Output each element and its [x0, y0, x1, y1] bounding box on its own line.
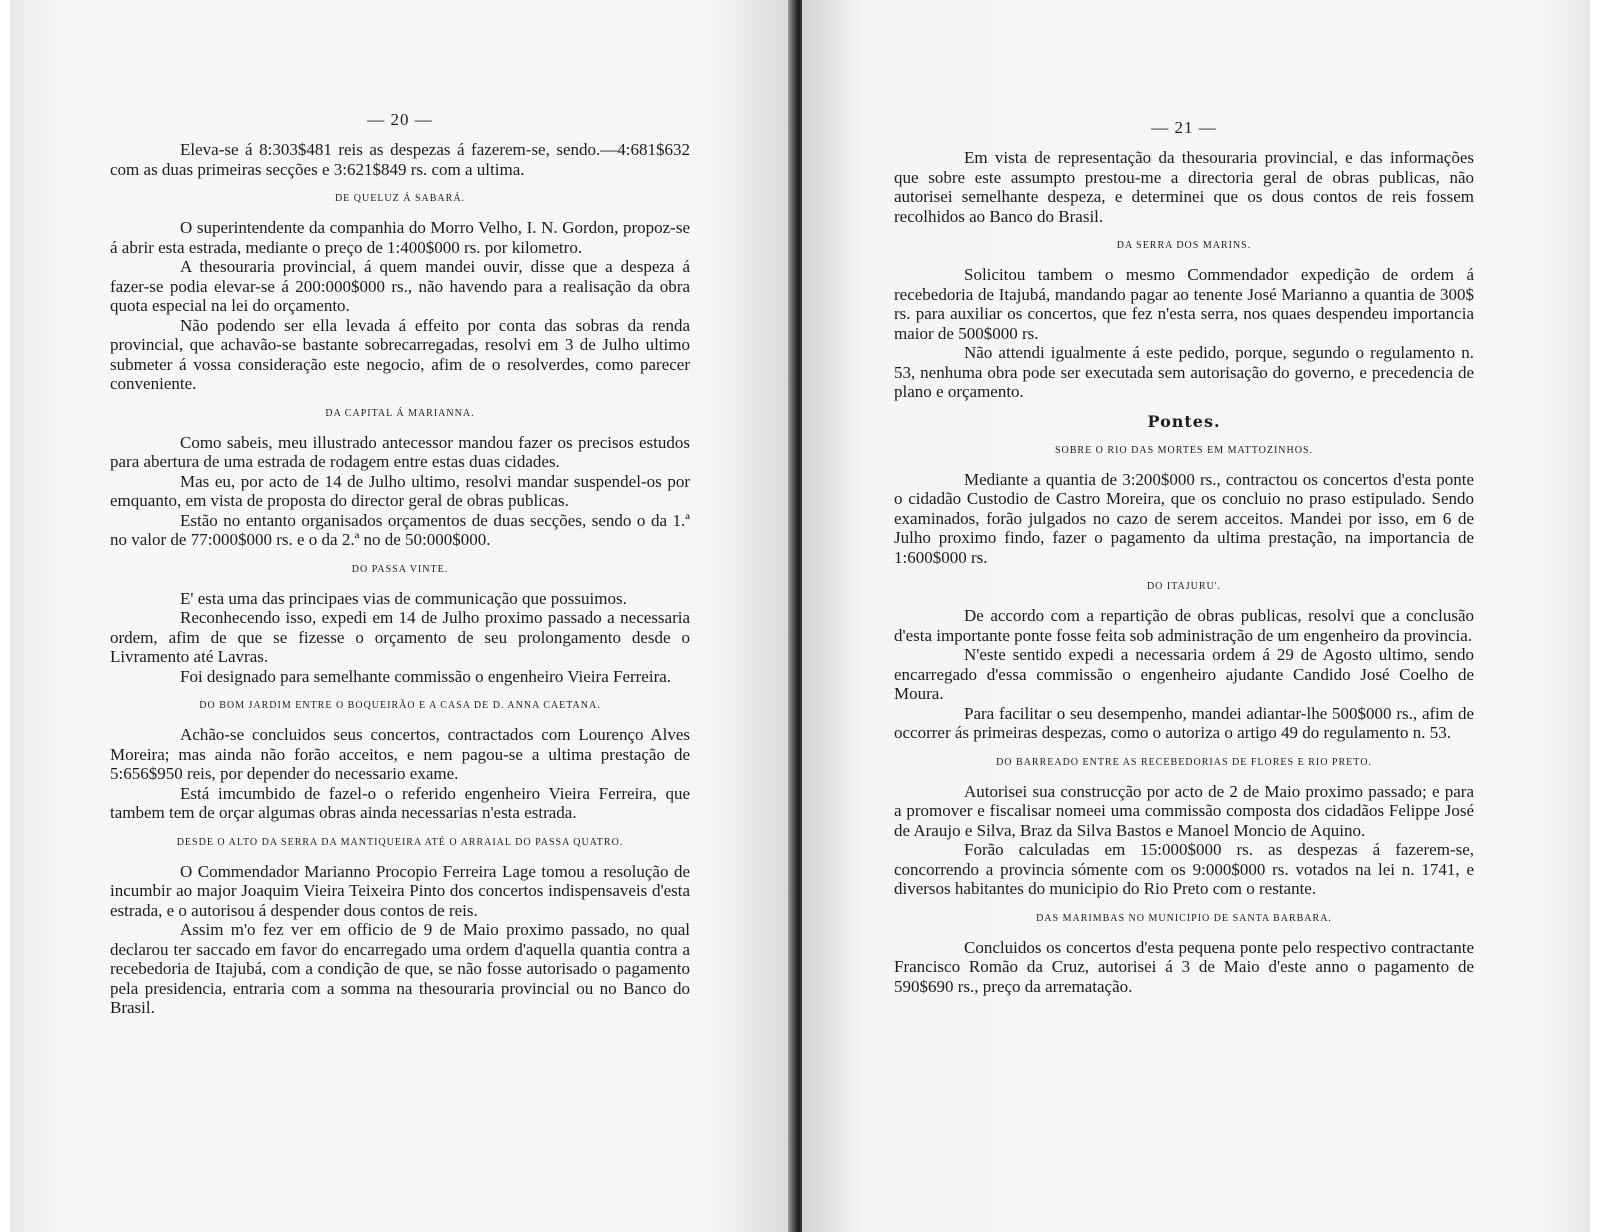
section-heading: DESDE O ALTO DA SERRA DA MANTIQUEIRA ATÉ O ARRAIAL DO PASSA QUATRO.	[176, 836, 624, 848]
paragraph: Mas eu, por acto de 14 de Julho ultimo, resolvi mandar suspendel-os por emquanto, em vista de proposta do director geral de obras publicas.	[110, 471, 690, 510]
section-title: Pontes.	[1147, 411, 1221, 431]
paragraph: Estão no entanto organisados orçamentos de duas secções, sendo o da 1.ª no valor de 77:000$000 rs. e o da 2.ª no de 50:000$000.	[110, 510, 690, 549]
section-heading: DO ITAJURU'.	[1146, 581, 1222, 592]
paragraph: Eleva-se á 8:303$481 reis as despezas á fazerem-se, sendo.—4:681$632 com as duas primeiras secções e 3:621$849 rs. com a ultima.	[110, 140, 690, 179]
left-page	[10, 0, 792, 1232]
paragraph: Não attendi igualmente á este pedido, porque, segundo o regulamento n. 53, nenhuma obra pode ser executada sem autorisação do governo, e precedencia de plano e orçamento.	[894, 343, 1474, 401]
section-heading: DO PASSA VINTE.	[351, 563, 449, 575]
section-heading: DE QUELUZ Á SABARÁ.	[334, 193, 466, 204]
paragraph: Em vista de representação da thesouraria provincial, e das informações que sobre este assumpto prestou-me a directoria geral de obras publicas, não autorisei semelhante despeza, e determinei que os dous contos de reis fossem recolhidos ao Banco do Brasil.	[894, 148, 1474, 226]
right-page	[802, 0, 1590, 1232]
paragraph: Para facilitar o seu desempenho, mandei adiantar-lhe 500$000 rs., afim de occorrer ás primeiras despezas, como o autoriza o artigo 49 do regulamento n. 53.	[894, 703, 1474, 742]
section-heading: DO BARREADO ENTRE AS RECEBEDORIAS DE FLORES E RIO PRETO.	[996, 756, 1372, 768]
paragraph: Está imcumbido de fazel-o o referido engenheiro Vieira Ferreira, que tambem tem de orçar algumas obras ainda necessarias n'esta estrada.	[110, 783, 690, 822]
paragraph: Foi designado para semelhante commissão o engenheiro Vieira Ferreira.	[180, 666, 672, 686]
paragraph: Autorisei sua construcção por acto de 2 de Maio proximo passado; e para a promover e fiscalisar nomeei uma commissão composta dos cidadãos Felippe José de Araujo e Silva, Braz da Silva Bastos e Manoel Moncio de Aquino.	[894, 781, 1474, 840]
paragraph: Mediante a quantia de 3:200$000 rs., contractou os concertos d'esta ponte o cidadão Custodio de Castro Moreira, que os concluio no praso estipulado. Sendo examinados, forão julgados no cazo de serem acceitos. Mandei por isso, em 6 de Julho proximo findo, fazer o pagamento da ultima prestação, na importancia de 1:600$000 rs.	[894, 469, 1474, 567]
paragraph: Como sabeis, meu illustrado antecessor mandou fazer os precisos estudos para abertura de uma estrada de rodagem entre estas duas cidades.	[110, 432, 690, 471]
section-heading: DA CAPITAL Á MARIANNA.	[325, 407, 475, 419]
paragraph: O Commendador Marianno Procopio Ferreira Lage tomou a resolução de incumbir ao major Joaquim Vieira Teixeira Pinto dos concertos indispensaveis d'esta estrada, e o autorisou á despender dous contos de reis.	[110, 861, 690, 920]
paragraph: De accordo com a repartição de obras publicas, resolvi que a conclusão d'esta importante ponte fosse feita sob administração de um engenheiro da provincia.	[894, 606, 1474, 645]
page-number: — 21 —	[1151, 118, 1217, 137]
left-page-content	[110, 140, 690, 1018]
paragraph: Concluidos os concertos d'esta pequena ponte pelo respectivo contractante Francisco Romão da Cruz, autorisei á 3 de Maio d'este anno o pagamento de 590$690 rs., preço da arrematação.	[894, 937, 1474, 996]
section-heading: DA SERRA DOS MARINS.	[1116, 240, 1252, 251]
paragraph: E' esta uma das principaes vias de communicação que possuimos.	[180, 588, 627, 608]
left-page-text	[110, 110, 690, 1018]
right-page-text	[894, 118, 1474, 996]
section-heading: DAS MARIMBAS NO MUNICIPIO DE SANTA BARBARA.	[1036, 912, 1332, 924]
right-page-content	[894, 148, 1474, 996]
paragraph: Reconhecendo isso, expedi em 14 de Julho proximo passado a necessaria ordem, afim de que se fizesse o orçamento de seu prolongamento desde o Livramento até Lavras.	[110, 608, 690, 666]
section-heading: DO BOM JARDIM ENTRE O BOQUEIRÃO E A CASA DE D. ANNA CAETANA.	[199, 700, 601, 711]
paragraph: O superintendente da companhia do Morro Velho, I. N. Gordon, propoz-se á abrir esta estrada, mediante o preço de 1:400$000 rs. por kilometro.	[110, 218, 690, 257]
paragraph: Achão-se concluidos seus concertos, contractados com Lourenço Alves Moreira; mas ainda não forão acceitos, e nem pagou-se a ultima prestação de 5:656$950 reis, por depender do necessario exame.	[110, 725, 690, 783]
paragraph: Solicitou tambem o mesmo Commendador expedição de ordem á recebedoria de Itajubá, mandando pagar ao tenente José Marianno a quantia de 300$ rs. para auxiliar os concertos, que fez n'esta serra, nos quaes despendeu importancia maior de 500$000 rs.	[894, 265, 1474, 343]
section-heading: SOBRE O RIO DAS MORTES EM MATTOZINHOS.	[1054, 444, 1314, 456]
page-number: — 20 —	[367, 110, 433, 129]
paragraph: N'este sentido expedi a necessaria ordem á 29 de Agosto ultimo, sendo encarregado d'essa commissão o engenheiro ajudante Candido José Coelho de Moura.	[894, 645, 1474, 703]
paragraph: Não podendo ser ella levada á effeito por conta das sobras da renda provincial, que achavão-se bastante sobrecarregadas, resolvi em 3 de Julho ultimo submeter á vossa consideração este negocio, afim de o resolverdes, como parecer conveniente.	[110, 315, 690, 393]
paragraph: Assim m'o fez ver em officio de 9 de Maio proximo passado, no qual declarou ter saccado em favor do encarregado uma ordem d'aquella quantia contra a recebedoria de Itajubá, com a condição de que, se não fosse autorisado o pagamento pela presidencia, entraria com a somma na thesouraria provincial ou no Banco do Brasil.	[110, 920, 690, 1017]
paragraph: A thesouraria provincial, á quem mandei ouvir, disse que a despeza á fazer-se podia elevar-se á 200:000$000 rs., não havendo para a realisação da obra quota especial na lei do orçamento.	[110, 257, 690, 315]
paragraph: Forão calculadas em 15:000$000 rs. as despezas á fazerem-se, concorrendo a provincia sómente com os 9:000$000 rs. votados na lei n. 1741, e diversos habitantes do municipio do Rio Preto com o restante.	[894, 840, 1474, 898]
